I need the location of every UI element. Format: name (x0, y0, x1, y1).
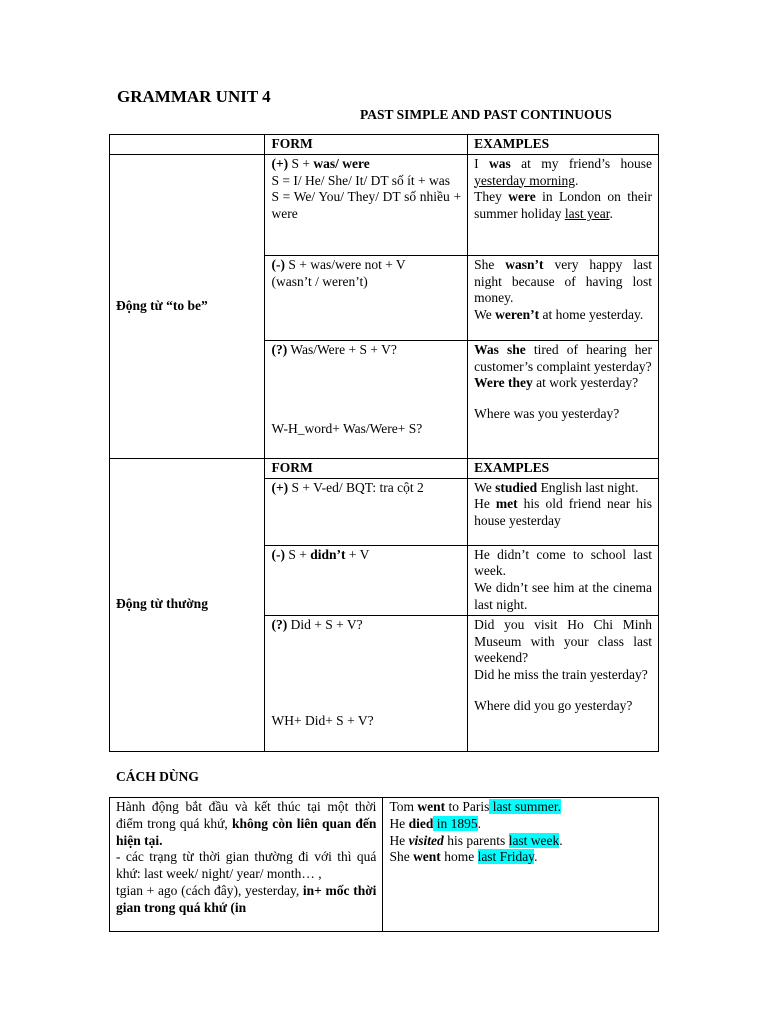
tobe-question-examples: Was she tired of hearing her customer’s complaint yesterday? Were they at work yesterday? Where was you yesterday? (468, 340, 659, 458)
normal-positive-examples: We studied English last night. He met his old friend near his house yesterday (468, 478, 659, 545)
normal-question-form: (?) Did + S + V? WH+ Did+ S + V? (265, 615, 468, 751)
tobe-negative-examples: She wasn’t very happy last night because of having lost money. We weren’t at home yesterday. (468, 255, 659, 340)
normal-verb-label: Động từ thường (110, 458, 265, 751)
table-row (110, 458, 659, 478)
examples-header: EXAMPLES (468, 135, 659, 155)
normal-negative-form: (-) S + didn’t + V (265, 545, 468, 615)
form-header: FORM (265, 135, 468, 155)
tobe-positive-examples: I was at my friend’s house yesterday morning. They were in London on their summer holiday last year. (468, 154, 659, 255)
normal-positive-form: (+) S + V-ed/ BQT: tra cột 2 (265, 478, 468, 545)
form-header: FORM (265, 458, 468, 478)
tobe-positive-form: (+) S + was/ were S = I/ He/ She/ It/ DT số ít + was S = We/ You/ They/ DT số nhiều + were (265, 154, 468, 255)
usage-heading: CÁCH DÙNG (116, 769, 199, 784)
usage-examples: Tom went to Paris last summer. He died in 1895. He visited his parents last week. She went home last Friday. (383, 798, 659, 932)
table-row (110, 135, 659, 155)
tobe-negative-form: (-) S + was/were not + V (wasn’t / weren’t) (265, 255, 468, 340)
table-row (110, 154, 659, 255)
usage-table (109, 797, 659, 932)
normal-negative-examples: He didn’t come to school last week. We didn’t see him at the cinema last night. (468, 545, 659, 615)
table-row (110, 798, 659, 932)
normal-question-examples: Did you visit Ho Chi Minh Museum with your class last weekend? Did he miss the train yesterday? Where did you go yesterday? (468, 615, 659, 751)
tobe-verb-label: Động từ “to be” (110, 154, 265, 458)
document-subtitle: PAST SIMPLE AND PAST CONTINUOUS (360, 107, 612, 122)
usage-description: Hành động bắt đầu và kết thúc tại một thời điểm trong quá khứ, không còn liên quan đến hiện tại. - các trạng từ thời gian thường đi với thì quá khứ: last week/ night/ year/ month… , tgian + ago (cách đây), yesterday, in+ mốc thời gian trong quá khứ (in (110, 798, 383, 932)
grammar-table (109, 134, 659, 752)
tobe-question-form: (?) Was/Were + S + V? W-H_word+ Was/Were+ S? (265, 340, 468, 458)
document-title: GRAMMAR UNIT 4 (117, 87, 271, 106)
examples-header: EXAMPLES (468, 458, 659, 478)
